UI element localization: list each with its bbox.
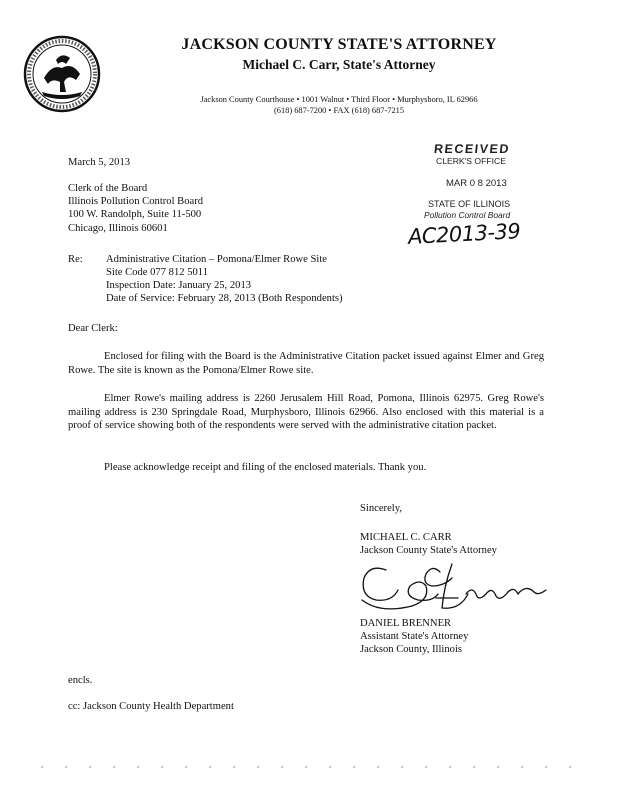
case-number-handwritten: AC2013-39 [407, 219, 521, 249]
paragraph-1-text: Enclosed for filing with the Board is the Administrative Citation packet issued against Elmer and Greg Rowe. The site is known as the Pomona/Elmer Rowe site. [68, 351, 544, 376]
re-label: Re: [68, 254, 83, 265]
assistant-title: Assistant State's Attorney [360, 631, 469, 642]
attorney-name: Michael C. Carr, State's Attorney [242, 57, 436, 72]
re-line-1: Administrative Citation – Pomona/Elmer Rowe Site [106, 254, 327, 265]
stamp-received: RECEIVED [433, 142, 511, 156]
signature [340, 556, 550, 622]
recipient-line-2: Illinois Pollution Control Board [68, 196, 204, 207]
stamp-state: STATE OF ILLINOIS [428, 199, 511, 209]
office-address: Jackson County Courthouse • 1001 Walnut • Third Floor • Murphysboro, IL 62966 [200, 95, 478, 104]
office-title: JACKSON COUNTY STATE'S ATTORNEY [181, 36, 497, 53]
recipient-line-4: Chicago, Illinois 60601 [68, 223, 168, 234]
recipient-line-1: Clerk of the Board [68, 183, 148, 194]
cc-note: cc: Jackson County Health Department [68, 701, 234, 712]
letter-date: March 5, 2013 [68, 157, 131, 168]
closing: Sincerely, [360, 503, 402, 514]
stamp-board: Pollution Control Board [424, 210, 511, 220]
stamp-clerks-office: CLERK'S OFFICE [436, 156, 506, 166]
scan-artifact-dots [30, 766, 590, 768]
paragraph-1 [68, 350, 544, 377]
paragraph-2-text: Elmer Rowe's mailing address is 2260 Jerusalem Hill Road, Pomona, Illinois 62975. Greg Rowe's mailing address is 230 Springdale Road, Murphysboro, Illinois 62966. Also enclosed with this material is a proof of service showing both of the respondents were served with the administrative citation packet. [68, 393, 544, 431]
enclosures-note: encls. [68, 675, 93, 686]
re-line-2: Site Code 077 812 5011 [106, 267, 209, 278]
assistant-location: Jackson County, Illinois [360, 644, 463, 655]
paragraph-2 [68, 392, 544, 433]
re-line-3: Inspection Date: January 25, 2013 [106, 280, 252, 291]
recipient-line-3: 100 W. Randolph, Suite 11-500 [68, 209, 202, 220]
salutation: Dear Clerk: [68, 323, 118, 334]
re-line-4: Date of Service: February 28, 2013 (Both Respondents) [106, 293, 343, 304]
stamp-date: MAR 0 8 2013 [446, 178, 507, 189]
paragraph-3 [68, 461, 544, 475]
paragraph-3-text: Please acknowledge receipt and filing of the enclosed materials. Thank you. [104, 462, 427, 473]
signatory-title: Jackson County State's Attorney [360, 545, 497, 556]
office-phone-fax: (618) 687-7200 • FAX (618) 687-7215 [273, 106, 405, 115]
assistant-name: DANIEL BRENNER [360, 618, 452, 629]
signatory-name: MICHAEL C. CARR [360, 532, 452, 543]
